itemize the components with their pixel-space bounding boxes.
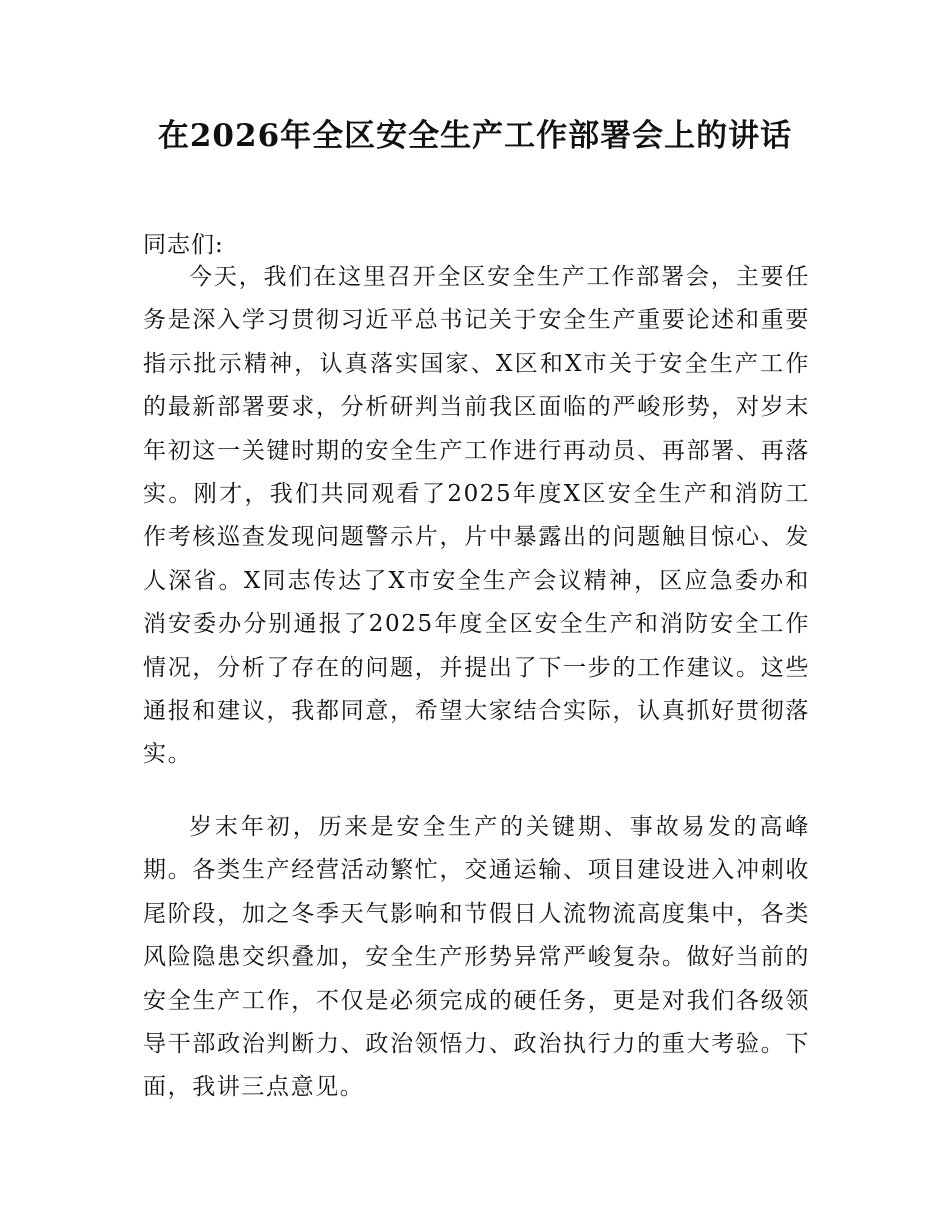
- body-paragraph-2: 岁末年初，历来是安全生产的关键期、事故易发的高峰期。各类生产经营活动繁忙，交通运输、项目建设进入冲刺收尾阶段，加之冬季天气影响和节假日人流物流高度集中，各类风险隐患交织叠加，安全生产形势异常严峻复杂。做好当前的安全生产工作，不仅是必须完成的硬任务，更是对我们各级领导干部政治判断力、政治领悟力、政治执行力的重大考验。下面，我讲三点意见。: [143, 814, 810, 1101]
- document-title: 在2026年全区安全生产工作部署会上的讲话: [157, 118, 793, 154]
- body-paragraph-1: 今天，我们在这里召开全区安全生产工作部署会，主要任务是深入学习贯彻习近平总书记关于安全生产重要论述和重要指示批示精神，认真落实国家、X区和X市关于安全生产工作的最新部署要求，分析研判当前我区面临的严峻形势，对岁末年初这一关键时期的安全生产工作进行再动员、再部署、再落实。刚才，我们共同观看了2025年度X区安全生产和消防工作考核巡查发现问题警示片，片中暴露出的问题触目惊心、发人深省。X同志传达了X市安全生产会议精神，区应急委办和消安委办分别通报了2025年度全区安全生产和消防安全工作情况，分析了存在的问题，并提出了下一步的工作建议。这些通报和建议，我都同意，希望大家结合实际，认真抓好贯彻落实。: [143, 264, 810, 768]
- salutation: 同志们:: [143, 232, 224, 258]
